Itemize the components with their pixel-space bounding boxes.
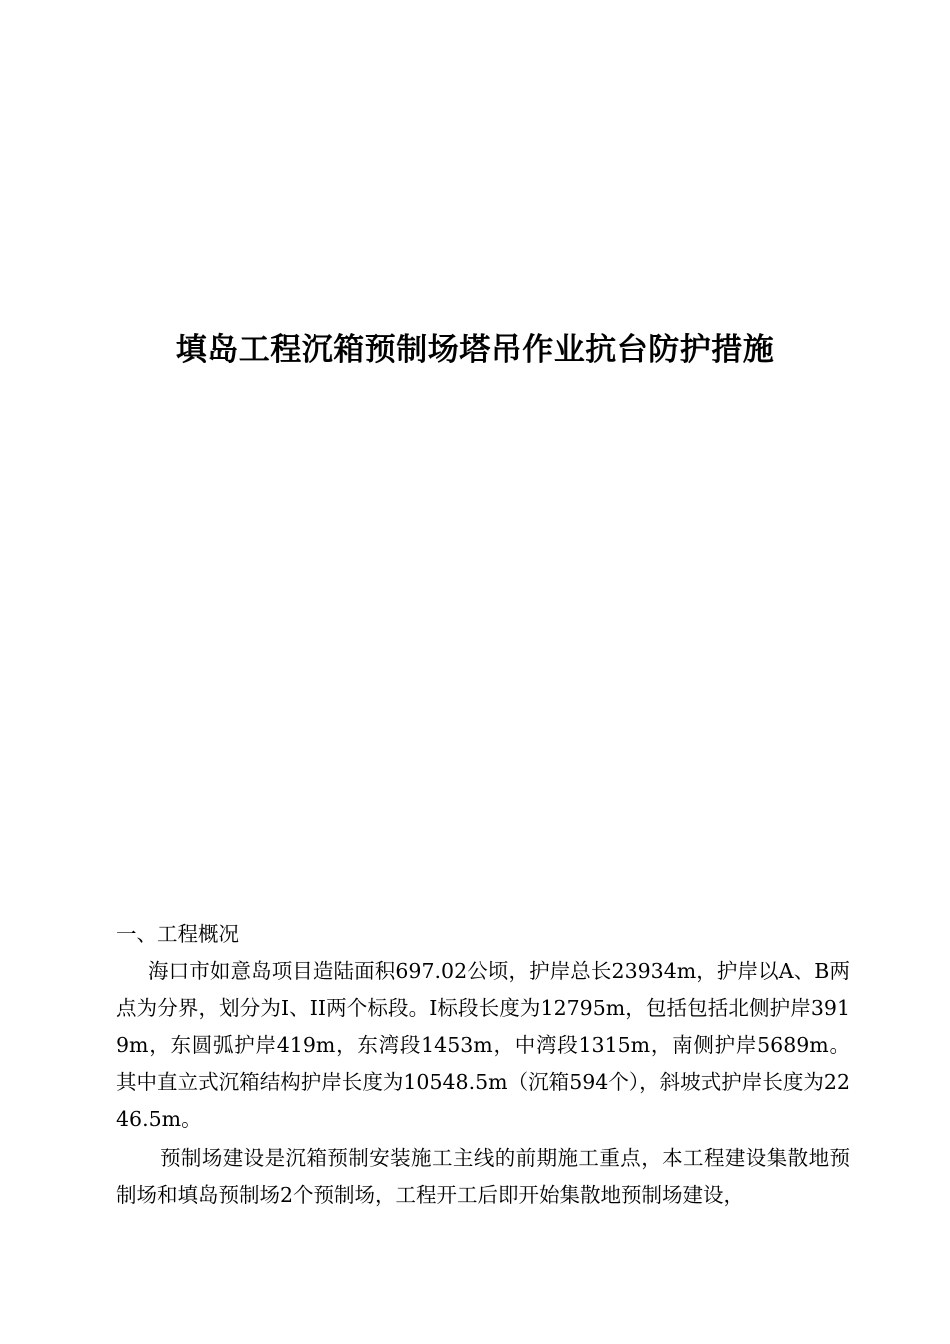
paragraph-overview: 海口市如意岛项目造陆面积697.02公顷，护岸总长23934m，护岸以A、B两点为分界，划分为I、II两个标段。I标段长度为12795m，包括包括北侧护岸3919m，东圆弧护岸419m，东湾段1453m，中湾段1315m，南侧护岸5689m。其中直立式沉箱结构护岸长度为10548.5m（沉箱594个），斜坡式护岸长度为2246.5m。 <box>116 959 850 1131</box>
document-title: 填岛工程沉箱预制场塔吊作业抗台防护措施 <box>175 332 775 368</box>
document-body <box>116 916 850 1214</box>
paragraph-prefab-yard: 预制场建设是沉箱预制安装施工主线的前期施工重点，本工程建设集散地预制场和填岛预制场2个预制场，工程开工后即开始集散地预制场建设， <box>116 1146 850 1207</box>
section-heading: 一、工程概况 <box>116 922 239 946</box>
